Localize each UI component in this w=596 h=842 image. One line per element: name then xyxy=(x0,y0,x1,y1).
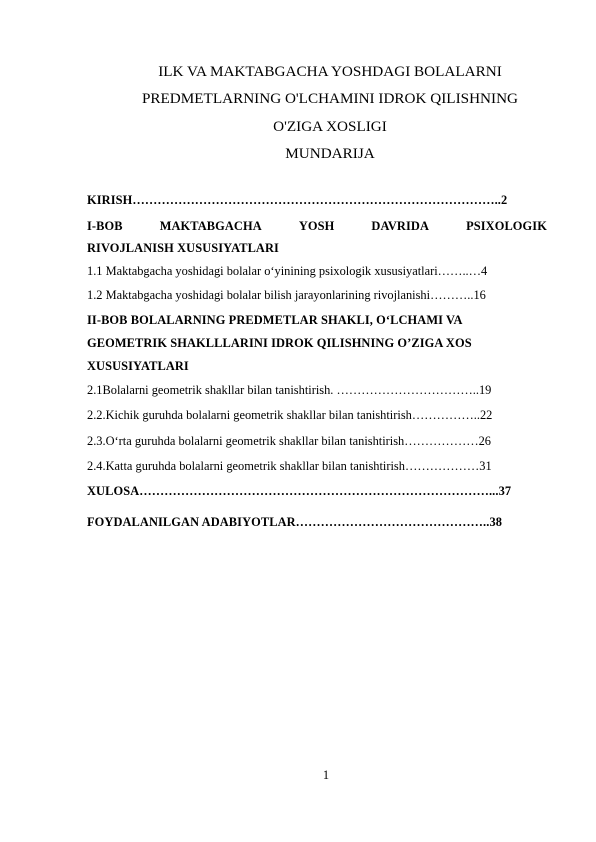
toc-entry-section-2-3: 2.3.O‘rta guruhda bolalarni geometrik shakllar bilan tanishtirish………………26 xyxy=(87,434,491,448)
document-title-line-1: ILK VA MAKTABGACHA YOSHDAGI BOLALARNI xyxy=(158,63,502,80)
toc-entry-chapter-2-end: XUSUSIYATLARI xyxy=(87,359,189,373)
toc-entry-section-2-2: 2.2.Kichik guruhda bolalarni geometrik shakllar bilan tanishtirish……………..22 xyxy=(87,408,493,422)
toc-word: PSIXOLOGIK xyxy=(466,219,547,233)
toc-word: YOSH xyxy=(298,219,335,233)
toc-entry-section-1-2: 1.2 Maktabgacha yoshidagi bolalar bilish jarayonlarining rivojlanishi………..16 xyxy=(87,288,486,302)
toc-word: I-BOB xyxy=(87,219,123,233)
contents-heading: MUNDARIJA xyxy=(285,145,375,162)
toc-word: DAVRIDA xyxy=(371,219,430,233)
toc-entry-section-2-1: 2.1Bolalarni geometrik shakllar bilan tanishtirish. ……………………………..19 xyxy=(87,383,492,397)
toc-entry-section-1-1: 1.1 Maktabgacha yoshidagi bolalar o‘yinining psixologik xususiyatlari……..…4 xyxy=(87,264,488,278)
toc-entry-chapter-1 xyxy=(87,219,547,234)
page-number: 1 xyxy=(322,768,330,782)
toc-entry-chapter-2-continued: GEOMETRIK SHAKLLLARINI IDROK QILISHNING O’ZIGA XOS xyxy=(87,336,472,350)
toc-entry-chapter-2: II-BOB BOLALARNING PREDMETLAR SHAKLI, O‘LCHAMI VA xyxy=(87,313,463,327)
toc-entry-xulosa: XULOSA…………………………………………………………………………...37 xyxy=(87,484,512,498)
document-title-line-2: PREDMETLARNING O'LCHAMINI IDROK QILISHNING xyxy=(141,90,519,107)
toc-entry-references: FOYDALANILGAN ADABIYOTLAR………………………………………..38 xyxy=(87,515,503,529)
document-title-line-3: O'ZIGA XOSLIGI xyxy=(273,118,387,135)
toc-word: MAKTABGACHA xyxy=(159,219,262,233)
toc-entry-kirish: KIRISH……………………………………………………………………………..2 xyxy=(87,193,508,207)
toc-entry-section-2-4: 2.4.Katta guruhda bolalarni geometrik shakllar bilan tanishtirish………………31 xyxy=(87,459,492,473)
toc-entry-chapter-1-continued: RIVOJLANISH XUSUSIYATLARI xyxy=(87,241,279,255)
